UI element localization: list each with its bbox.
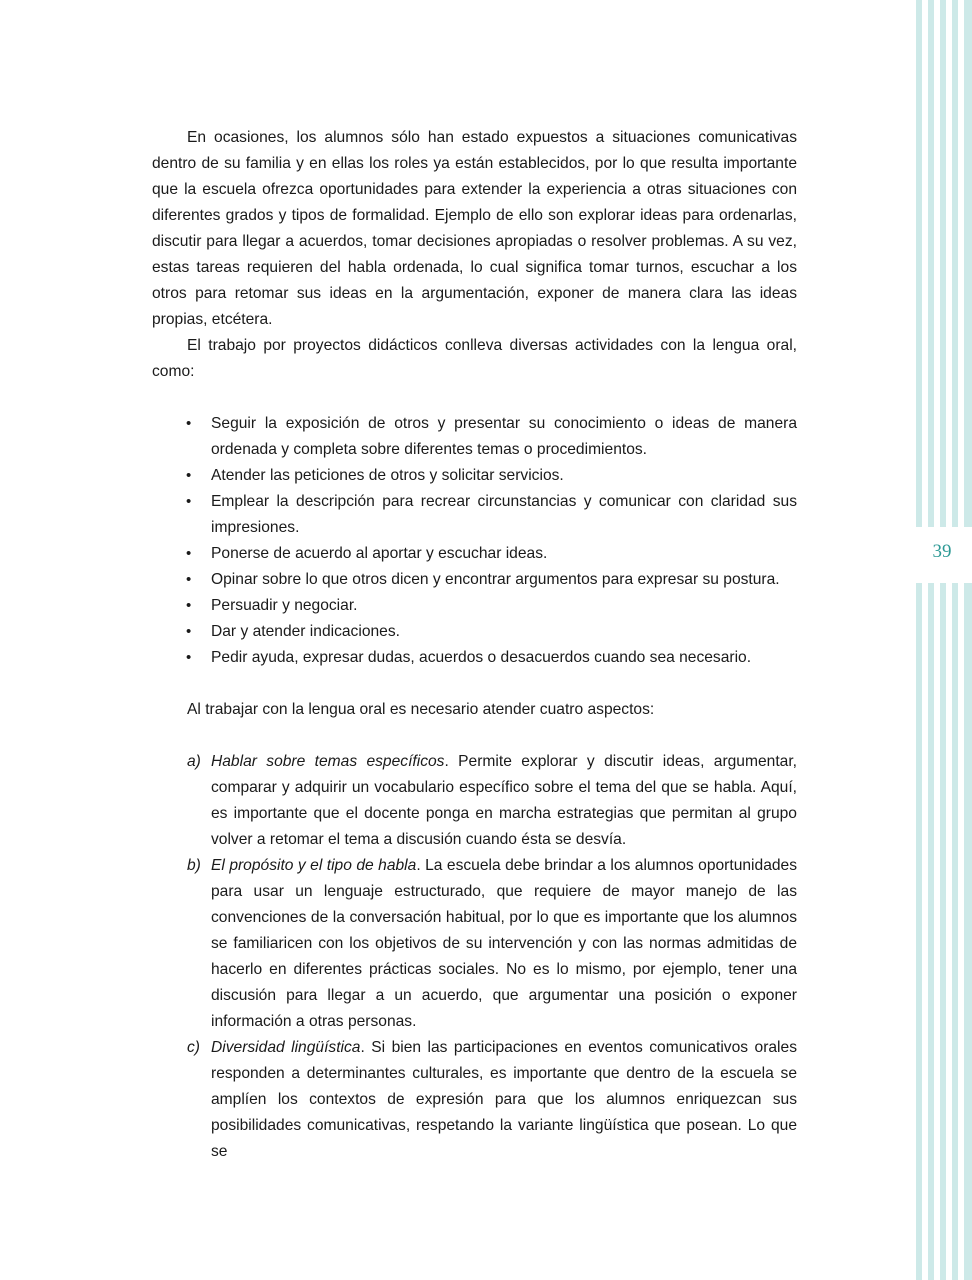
aspect-term: Hablar sobre temas específicos <box>211 753 445 770</box>
aspect-marker: c) <box>187 1039 200 1056</box>
list-item-text: Seguir la exposición de otros y presentar su conocimiento o ideas de manera ordenada y completa sobre diferentes temas o procedimientos. <box>211 415 797 458</box>
list-item <box>152 619 797 645</box>
list-item-text: Pedir ayuda, expresar dudas, acuerdos o desacuerdos cuando sea necesario. <box>211 649 752 666</box>
aspect-term: El propósito y el tipo de habla <box>211 857 417 874</box>
margin-stripe <box>964 0 972 1280</box>
list-item <box>152 541 797 567</box>
spacer <box>152 671 797 697</box>
list-item <box>152 489 797 541</box>
bullet-icon: • <box>186 649 192 666</box>
list-item-text: Persuadir y negociar. <box>211 597 358 614</box>
paragraph-aspects-intro: Al trabajar con la lengua oral es necesario atender cuatro aspectos: <box>187 701 655 718</box>
list-item-text: Atender las peticiones de otros y solicitar servicios. <box>211 467 564 484</box>
list-item <box>152 463 797 489</box>
bullet-icon: • <box>186 467 192 484</box>
margin-stripe <box>928 0 934 1280</box>
margin-stripe <box>952 0 958 1280</box>
bullet-icon: • <box>186 571 192 588</box>
list-item-text: Dar y atender indicaciones. <box>211 623 400 640</box>
aspect-item <box>152 853 797 1035</box>
list-item-text: Emplear la descripción para recrear circunstancias y comunicar con claridad sus impresiones. <box>211 493 797 536</box>
aspect-marker: a) <box>187 753 201 770</box>
page-number: 39 <box>932 541 952 562</box>
list-item-text: Opinar sobre lo que otros dicen y encontrar argumentos para expresar su postura. <box>211 571 780 588</box>
aspect-item <box>152 1035 797 1165</box>
aspect-text: . Si bien las participaciones en eventos comunicativos orales responden a determinantes culturales, es importante que dentro de la escuela se amplíen los contextos de expresión para que los alumnos enriquezcan sus posibilidades comunicativas, respetando la variante lingüística que posean. Lo que se <box>211 1039 797 1160</box>
activities-list <box>152 411 797 671</box>
bullet-icon: • <box>186 415 192 432</box>
paragraph-intro: En ocasiones, los alumnos sólo han estado expuestos a situaciones comunicativas dentro de su familia y en ellas los roles ya están establecidos, por lo que resulta importante que la escuela ofrezca oportunidades para extender la experiencia a otras situaciones con diferentes grados y tipos de formalidad. Ejemplo de ello son explorar ideas para ordenarlas, discutir para llegar a acuerdos, tomar decisiones apropiadas o resolver problemas. A su vez, estas tareas requieren del habla ordenada, lo cual significa tomar turnos, escuchar a los otros para retomar sus ideas en la argumentación, exponer de manera clara las ideas propias, etcétera. <box>152 129 797 328</box>
paragraph-projects: El trabajo por proyectos didácticos conlleva diversas actividades con la lengua oral, como: <box>152 337 797 380</box>
aspect-item <box>152 749 797 853</box>
aspects-list <box>152 749 797 1165</box>
margin-stripe <box>940 0 946 1280</box>
aspect-marker: b) <box>187 857 201 874</box>
aspect-text: . Permite explorar y discutir ideas, argumentar, comparar y adquirir un vocabulario específico sobre el tema del que se habla. Aquí, es importante que el docente ponga en marcha estrategias que permitan al grupo volver a retomar el tema a discusión cuando ésta se desvía. <box>211 753 797 848</box>
bullet-icon: • <box>186 545 192 562</box>
list-item-text: Ponerse de acuerdo al aportar y escuchar ideas. <box>211 545 548 562</box>
body-text <box>152 125 797 1165</box>
bullet-icon: • <box>186 597 192 614</box>
bullet-icon: • <box>186 493 192 510</box>
aspect-text: . La escuela debe brindar a los alumnos oportunidades para usar un lenguaje estructurado, que requiere de mayor manejo de las convenciones de la conversación habitual, por lo que es importante que los alumnos se familiaricen con los objetivos de su intervención y con las normas admitidas de hacerlo en diferentes prácticas sociales. No es lo mismo, por ejemplo, tener una discusión para llegar a un acuerdo, que argumentar una posición o exponer información a otras personas. <box>211 857 798 1030</box>
list-item <box>152 593 797 619</box>
margin-stripe <box>916 0 922 1280</box>
list-item <box>152 567 797 593</box>
spacer <box>152 385 797 411</box>
spacer <box>152 723 797 749</box>
aspect-term: Diversidad lingüística <box>211 1039 361 1056</box>
list-item <box>152 411 797 463</box>
margin-stripes <box>912 0 972 1280</box>
list-item <box>152 645 797 671</box>
bullet-icon: • <box>186 623 192 640</box>
